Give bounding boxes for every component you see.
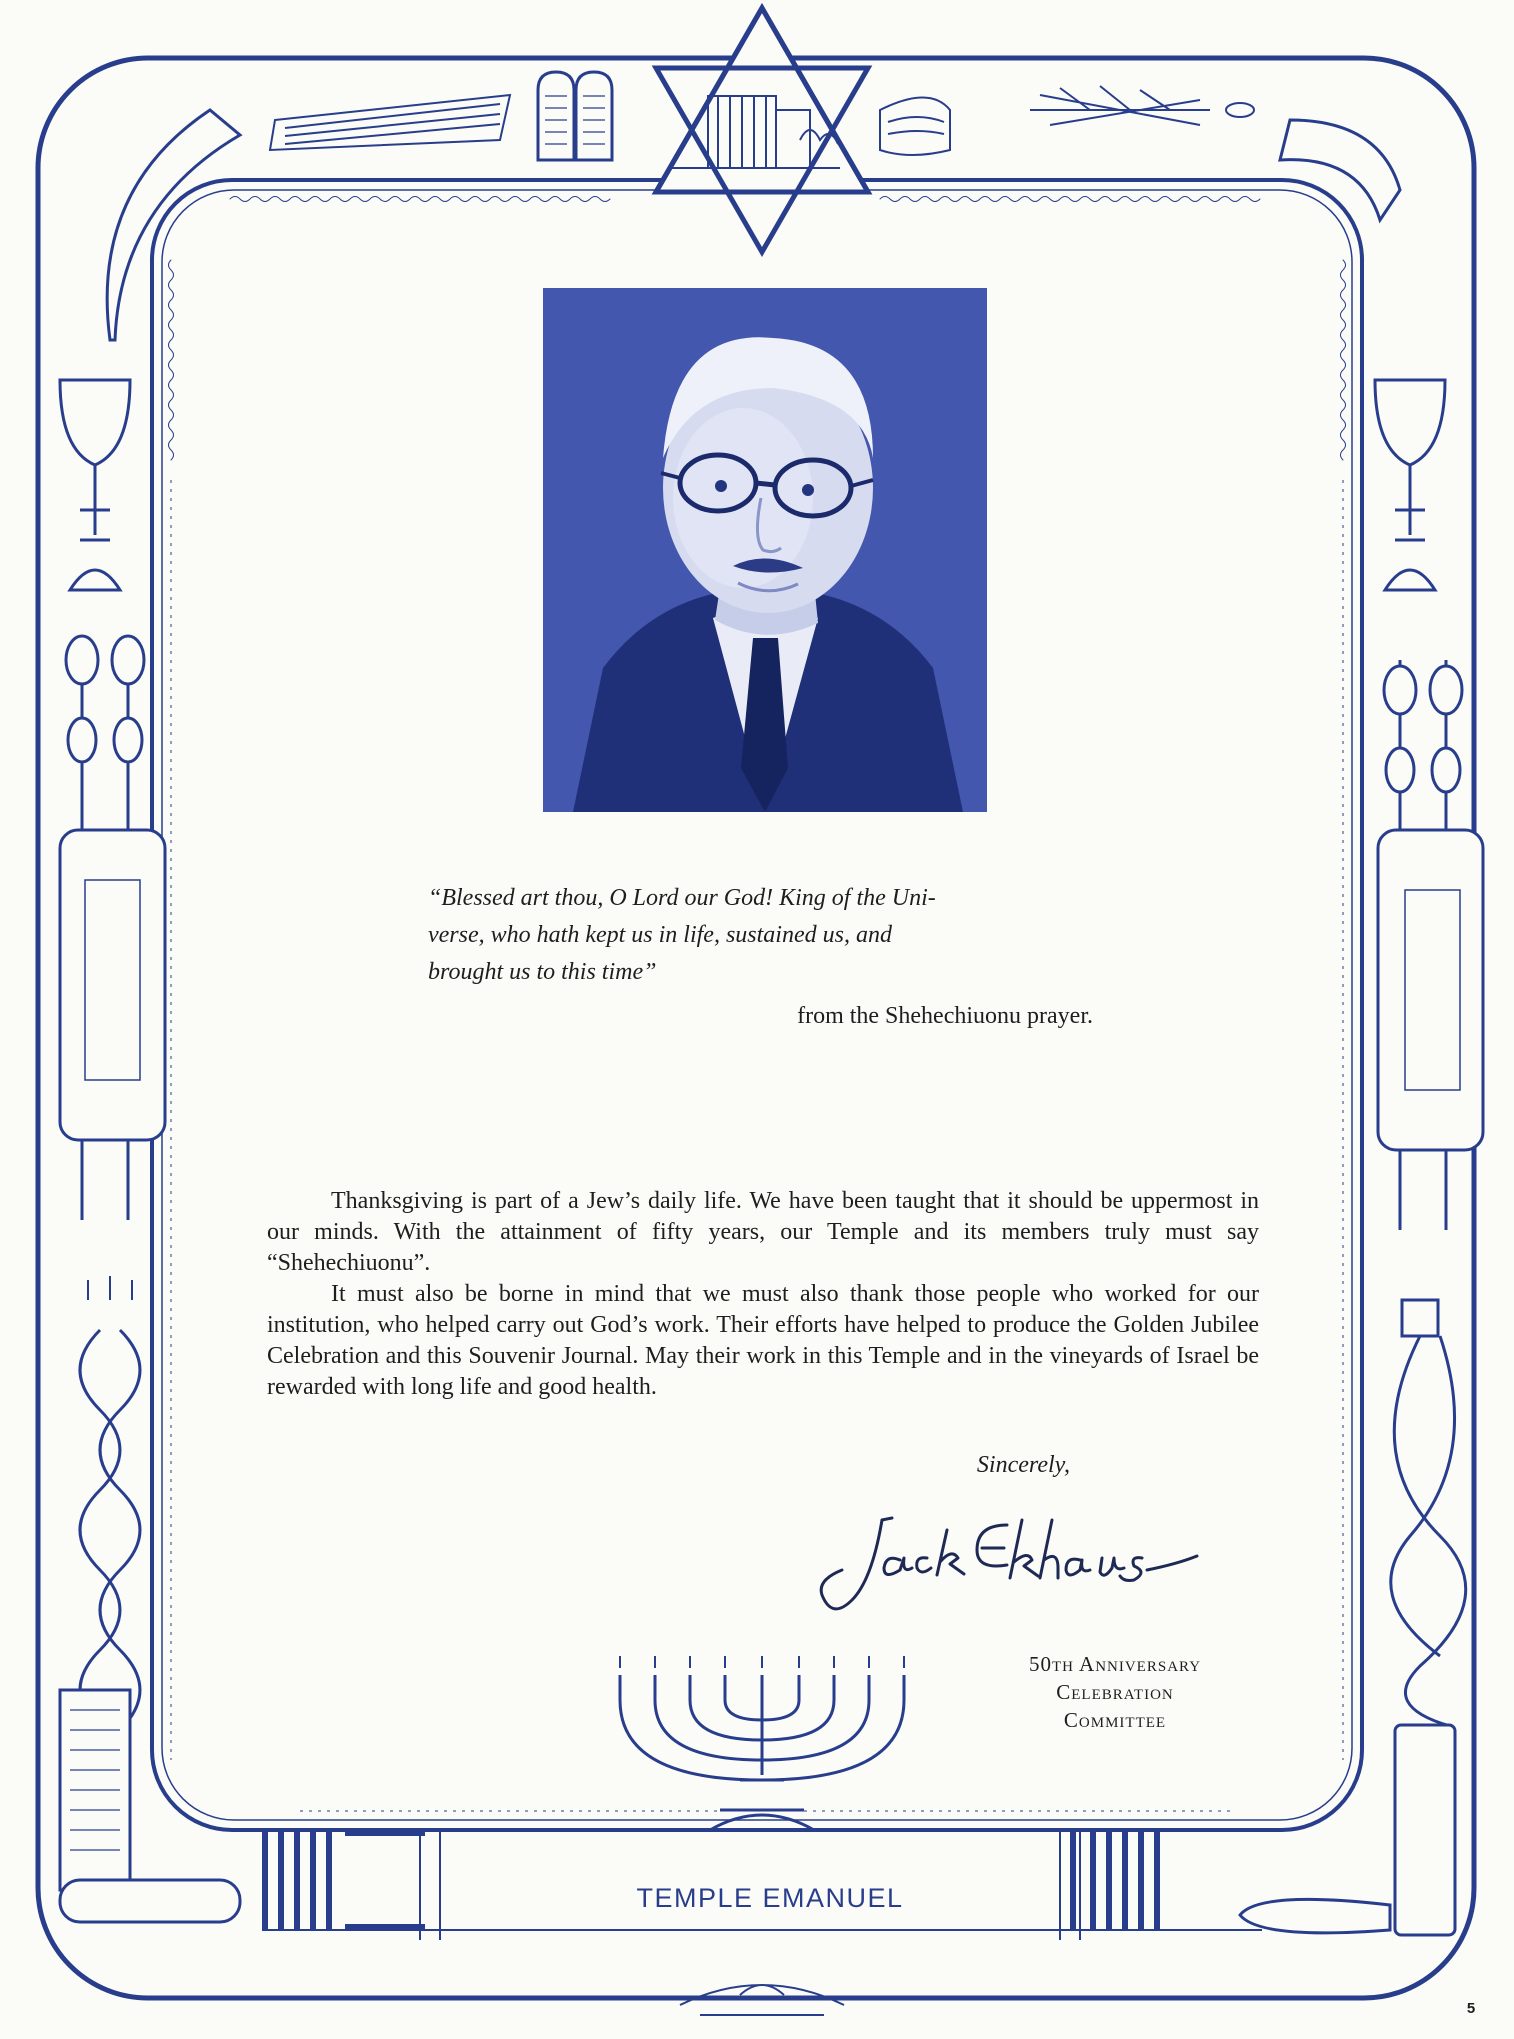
quote-source: from the Shehechiuonu prayer. bbox=[797, 1003, 1093, 1029]
closing-salutation: Sincerely, bbox=[976, 1452, 1070, 1478]
quote-line: brought us to this time” bbox=[428, 959, 657, 985]
quote-line: verse, who hath kept us in life, sustained us, and bbox=[428, 922, 892, 948]
tefillin-icon bbox=[1391, 1300, 1466, 1726]
letter-body bbox=[267, 1186, 1259, 1403]
committee-line: Celebration bbox=[1056, 1680, 1174, 1704]
committee-signature-block bbox=[955, 1650, 1275, 1734]
menorah-icon bbox=[620, 1656, 904, 1830]
committee-line: Committee bbox=[1063, 1708, 1167, 1732]
portrait-photo bbox=[543, 288, 987, 812]
star-of-david-icon bbox=[656, 8, 868, 252]
prayer-quote bbox=[428, 880, 1093, 991]
signature bbox=[812, 1500, 1202, 1630]
page-number: 5 bbox=[1466, 2000, 1476, 2017]
letter-paragraph: Thanksgiving is part of a Jew’s daily life. We have been taught that it should be uppermost in our minds. With the attainment of fifty years, our Temple and its members truly must say “Shehechiuonu”. bbox=[267, 1188, 1259, 1276]
tablets-icon bbox=[538, 72, 612, 160]
quote-line: “Blessed art thou, O Lord our God! King of the Uni- bbox=[428, 885, 936, 911]
havdalah-candle-icon bbox=[80, 1276, 140, 1730]
letter-paragraph: It must also be borne in mind that we must also thank those people who worked for our institution, who helped carry out God’s work. Their efforts have helped to produce the Golden Jubilee Celebration and this Souvenir Journal. May their work in this Temple and in the vineyards of Israel be rewarded with long life and good health. bbox=[267, 1281, 1259, 1400]
committee-line: 50th Anniversary bbox=[1028, 1652, 1202, 1676]
footer-title: TEMPLE EMANUEL bbox=[636, 1883, 904, 1913]
